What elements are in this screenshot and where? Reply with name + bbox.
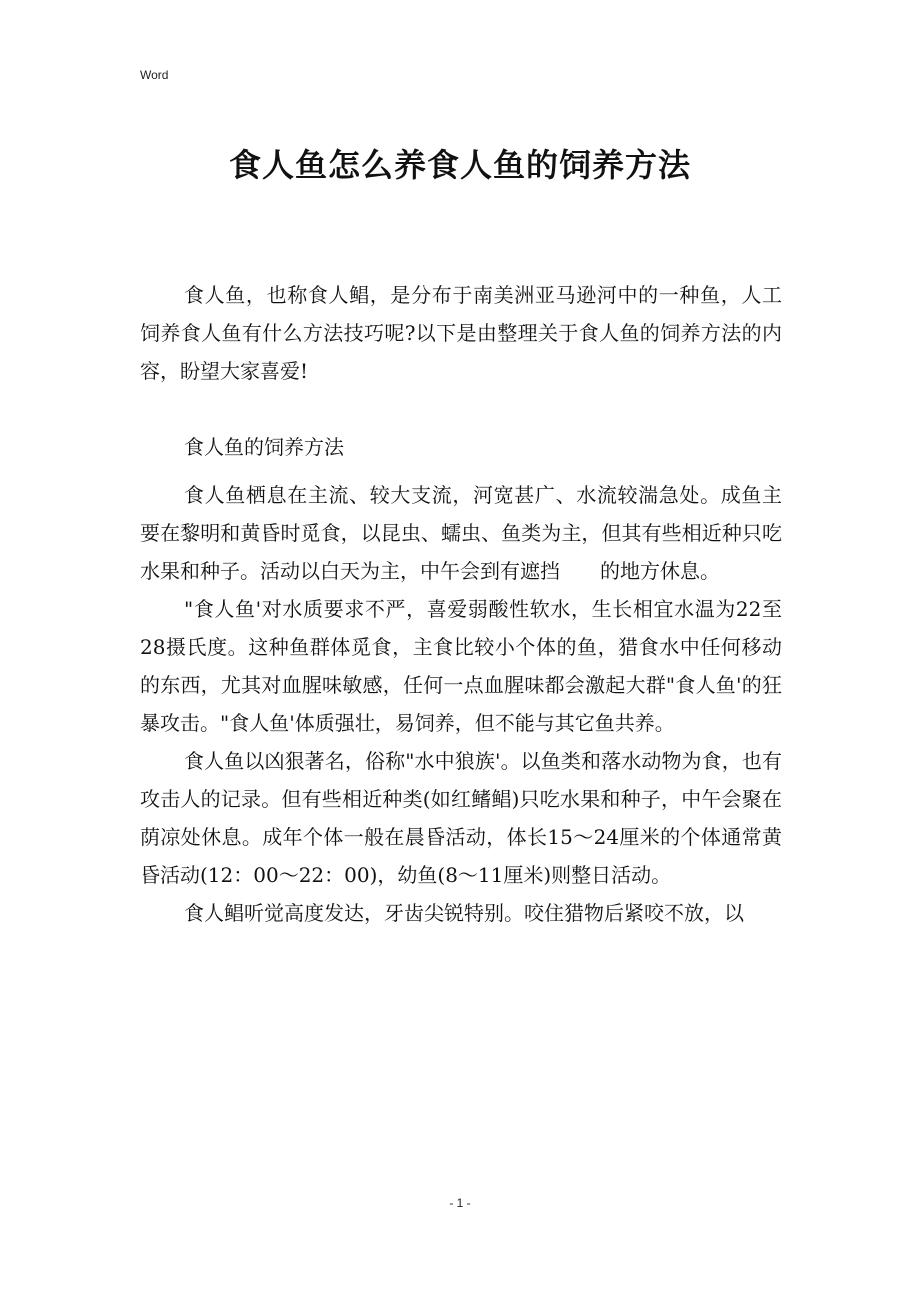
paragraph-behavior: 食人鱼以凶狠著名，俗称"水中狼族'。以鱼类和落水动物为食，也有攻击人的记录。但有些相近种类(如红鳍鲳)只吃水果和种子，中午会聚在荫凉处休息。成年个体一般在晨昏活动，体长15～24厘米的个体通常黄昏活动(12：00～22：00)，幼鱼(8～11厘米)则整日活动。 <box>140 749 782 887</box>
paragraph-hearing: 食人鲳听觉高度发达，牙齿尖锐特别。咬住猎物后紧咬不放，以 <box>184 901 744 925</box>
header-label: Word <box>140 68 169 82</box>
page-number: - 1 - <box>449 1196 471 1210</box>
section-heading: 食人鱼的饲养方法 <box>184 435 344 459</box>
paragraph-water-quality: "食人鱼'对水质要求不严，喜爱弱酸性软水，生长相宜水温为22至28摄氏度。这种鱼群体觅食，主食比较小个体的鱼，猎食水中任何移动的东西，尤其对血腥味敏感，任何一点血腥味都会激起大群"食人鱼'的狂暴攻击。"食人鱼'体质强壮，易饲养，但不能与其它鱼共养。 <box>140 597 782 735</box>
document-title: 食人鱼怎么养食人鱼的饲养方法 <box>228 146 691 184</box>
paragraph-intro: 食人鱼，也称食人鲳，是分布于南美洲亚马逊河中的一种鱼，人工饲养食人鱼有什么方法技巧呢?以下是由整理关于食人鱼的饲养方法的内容，盼望大家喜爱! <box>140 283 782 383</box>
document-body <box>140 276 782 932</box>
paragraph-habitat: 食人鱼栖息在主流、较大支流，河宽甚广、水流较湍急处。成鱼主要在黎明和黄昏时觅食，以昆虫、蠕虫、鱼类为主，但其有些相近种只吃水果和种子。活动以白天为主，中午会到有遮挡 的地方休息。 <box>140 483 782 583</box>
